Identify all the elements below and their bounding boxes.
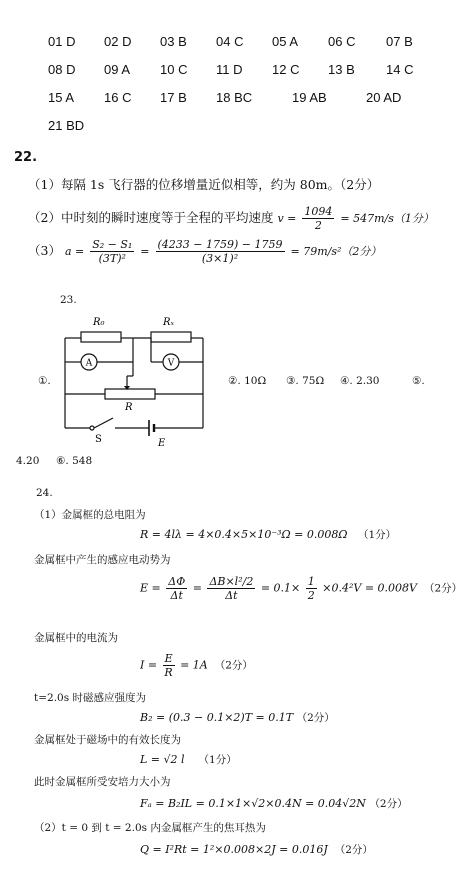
- rheostat-label: R: [125, 402, 133, 413]
- q24-s6-label: 此时金属框所受安培力大小为: [34, 776, 171, 788]
- q24-s2-frac2-den: Δt: [225, 589, 238, 602]
- q23-answer-3: ③. 75Ω: [286, 375, 325, 387]
- q23-answer-2: ②. 10Ω: [228, 375, 267, 387]
- q22-fraction-1: [90, 238, 134, 265]
- circuit-diagram: [55, 310, 215, 450]
- q24-s6-equation: [140, 796, 408, 811]
- answer-item: 03 B: [160, 34, 187, 49]
- q24-s1-equation: [140, 527, 396, 542]
- q22-number: 22.: [14, 150, 38, 165]
- q24-s7-formula: Q = I²Rt = 1²×0.008×2J = 0.016J: [140, 843, 328, 856]
- answer-item: 21 BD: [48, 118, 85, 133]
- q24-s2-frac2-num: ΔB×l²/2: [209, 575, 254, 588]
- q22-part2-text: （2）中时刻的瞬时速度等于全程的平均速度: [28, 210, 274, 225]
- answer-item: 04 C: [216, 34, 244, 49]
- q22-frac1-den: (3T)²: [98, 252, 126, 265]
- q24-s3-den: R: [164, 666, 173, 679]
- q22-denominator: 2: [314, 219, 322, 232]
- q24-number: 24.: [36, 487, 53, 499]
- q22-frac2-num: (4233 − 1759) − 1759: [157, 238, 283, 251]
- q24-s2-label: 金属框中产生的感应电动势为: [34, 554, 171, 566]
- q22-v-label: v =: [277, 212, 297, 225]
- q22-part2: [28, 205, 434, 232]
- q23-answer-4: ④. 2.30: [340, 375, 380, 387]
- q23-answer-1: ①.: [38, 375, 51, 387]
- rx-label: Rₓ: [163, 317, 175, 328]
- answer-item: 10 C: [160, 62, 188, 77]
- q24-s7-equation: [140, 842, 373, 857]
- q22-frac2-den: (3×1)²: [201, 252, 239, 265]
- q23-answer-5-value: 4.20: [16, 455, 40, 467]
- q24-s2-frac2: [207, 575, 255, 602]
- q22-part3-label: （3）: [28, 243, 61, 258]
- q24-s4-label: t=2.0s 时磁感应强度为: [34, 692, 146, 704]
- q23-answer-5: ⑤.: [412, 375, 425, 387]
- q24-s3-mark: （2分）: [214, 659, 253, 672]
- q24-s6-formula: Fₐ = B₂IL = 0.1×1×√2×0.4N = 0.04√2N: [140, 797, 366, 810]
- voltmeter-label: V: [167, 358, 175, 369]
- q24-s3-num: E: [164, 652, 173, 665]
- q24-s1-formula: R = 4lλ = 4×0.4×5×10⁻³Ω = 0.008Ω: [140, 528, 348, 541]
- q24-s7-label: （2）t = 0 到 t = 2.0s 内金属框产生的焦耳热为: [34, 822, 266, 834]
- q24-s2-frac3-num: 1: [307, 575, 315, 588]
- answer-item: 15 A: [48, 90, 75, 105]
- q24-s2-frac1: [166, 575, 187, 602]
- q24-s2-lhs: E =: [140, 581, 161, 595]
- answer-item: 19 AB: [292, 90, 327, 105]
- q24-s2-frac3: [306, 575, 317, 602]
- q24-s2-mid: = 0.1×: [260, 581, 301, 595]
- q24-s1-label: （1）金属框的总电阻为: [34, 509, 146, 521]
- q22-part1: （1）每隔 1s 飞行器的位移增量近似相等，约为 80m。（2分）: [28, 177, 380, 192]
- q24-s1-mark: （1分）: [358, 529, 397, 541]
- switch-label: S: [95, 434, 102, 445]
- r0-label: R₀: [93, 317, 105, 328]
- q24-s3-result: = 1A: [180, 658, 208, 672]
- answer-item: 02 D: [104, 34, 132, 49]
- q24-s2-frac3-den: 2: [307, 589, 315, 602]
- answer-item: 13 B: [328, 62, 355, 77]
- q24-s2-frac1-num: ΔΦ: [168, 575, 186, 588]
- q22-part3: （3） a = $\frac{\text{S₂ − S₁}}{\text{(3T)²}}$ = $\frac{(4233 - 1759) - 1759}{\text{(3×1)²}}$ = 79m/s²（2分）: [28, 238, 382, 265]
- q24-s6-mark: （2分）: [369, 798, 408, 810]
- answer-item: 12 C: [272, 62, 300, 77]
- q24-s3-frac: [163, 652, 175, 679]
- q24-s5-equation: [140, 752, 237, 767]
- rheostat: [105, 389, 155, 399]
- q22-part3-result: = 79m/s²（2分）: [290, 245, 382, 258]
- q24-s2-result: ×0.4²V = 0.008V: [322, 581, 417, 595]
- answer-item: 20 AD: [366, 90, 402, 105]
- r0-resistor: [81, 332, 121, 342]
- ammeter-label: A: [85, 358, 93, 369]
- q23-number: 23.: [60, 294, 77, 306]
- answer-item: 05 A: [272, 34, 299, 49]
- q24-s3-lhs: I =: [140, 658, 158, 672]
- q22-frac1-num: S₂ − S₁: [92, 238, 133, 251]
- answer-item: 06 C: [328, 34, 356, 49]
- q24-s7-mark: （2分）: [334, 844, 373, 856]
- q24-s5-mark: （1分）: [198, 754, 237, 766]
- q22-part2-result: = 547m/s（1分）: [340, 212, 434, 225]
- q24-s3-equation: [140, 652, 253, 679]
- q24-s4-mark: （2分）: [296, 712, 335, 724]
- answer-item: 09 A: [104, 62, 131, 77]
- q24-s2-equation: E = $\frac{\Delta\Phi}{\Delta t}$ = $\frac{\text{ΔB×l²/2}}{\Delta t}$ = 0.1× $\frac{1}{2}$ ×0.4²V = 0.008V （2分）: [140, 575, 462, 602]
- q24-s5-label: 金属框处于磁场中的有效长度为: [34, 734, 181, 746]
- q24-s2-frac1-den: Δt: [170, 589, 183, 602]
- answer-item: 07 B: [386, 34, 413, 49]
- q24-s4-formula: B₂ = (0.3 − 0.1×2)T = 0.1T: [140, 711, 294, 724]
- answer-item: 16 C: [104, 90, 132, 105]
- source-label: E: [158, 438, 166, 449]
- q24-s5-formula: L = √2 l: [140, 753, 185, 766]
- q24-s2-mark: （2分）: [423, 582, 462, 595]
- rx-resistor: [151, 332, 191, 342]
- q24-s4-equation: [140, 710, 335, 725]
- answer-item: 17 B: [160, 90, 187, 105]
- q23-answer-6: ⑥. 548: [56, 455, 93, 467]
- q22-fraction: [302, 205, 334, 232]
- q22-a-label: a =: [64, 245, 85, 258]
- answer-item: 11 D: [216, 62, 243, 77]
- q22-numerator: 1094: [304, 205, 333, 218]
- q22-fraction-2: [156, 238, 285, 265]
- answer-item: 01 D: [48, 34, 76, 49]
- answer-item: 08 D: [48, 62, 76, 77]
- answer-item: 14 C: [386, 62, 414, 77]
- switch-lever: [94, 418, 113, 428]
- answer-item: 18 BC: [216, 90, 253, 105]
- switch-contact: [90, 426, 94, 430]
- q24-s3-label: 金属框中的电流为: [34, 632, 118, 644]
